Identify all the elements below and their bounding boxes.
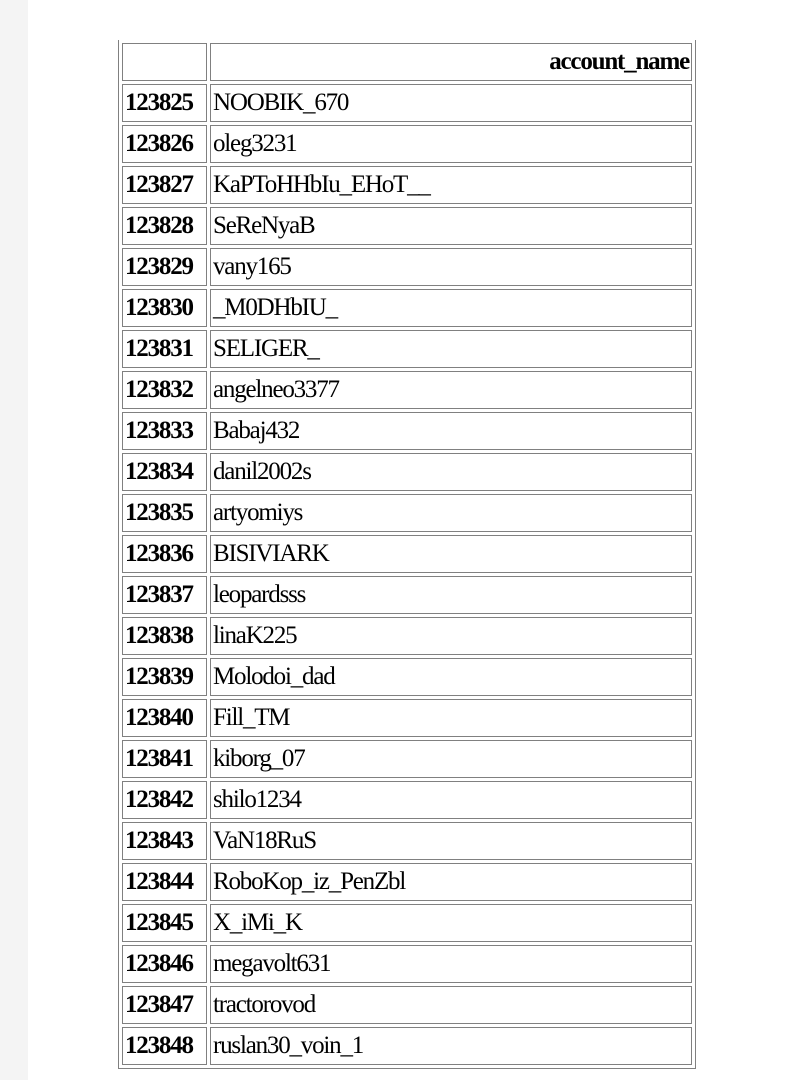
row-id-cell: 123826	[122, 125, 207, 163]
account-table	[118, 40, 696, 1069]
account-name-cell: _M0DHbIU_	[210, 289, 692, 327]
account-name-cell: BISIVIARK	[210, 535, 692, 573]
account-name-cell: RoboKop_iz_PenZbl	[210, 863, 692, 901]
table-row	[122, 125, 692, 163]
table-row	[122, 207, 692, 245]
row-id-cell: 123825	[122, 84, 207, 122]
row-id-cell: 123848	[122, 1027, 207, 1065]
table-row	[122, 986, 692, 1024]
row-id-cell: 123837	[122, 576, 207, 614]
page-left-margin	[0, 0, 28, 1080]
account-name-cell: oleg3231	[210, 125, 692, 163]
account-name-column-header: account_name	[210, 43, 692, 81]
account-name-cell: Fill_TM	[210, 699, 692, 737]
account-name-cell: KaPToHHbIu_EHoT__	[210, 166, 692, 204]
row-id-cell: 123835	[122, 494, 207, 532]
row-id-cell: 123843	[122, 822, 207, 860]
table-row	[122, 330, 692, 368]
table-row	[122, 289, 692, 327]
account-name-cell: tractorovod	[210, 986, 692, 1024]
row-id-cell: 123844	[122, 863, 207, 901]
account-name-cell: VaN18RuS	[210, 822, 692, 860]
account-name-cell: Molodoi_dad	[210, 658, 692, 696]
account-name-cell: megavolt631	[210, 945, 692, 983]
row-id-cell: 123841	[122, 740, 207, 778]
account-name-cell: SeReNyaB	[210, 207, 692, 245]
account-name-cell: vany165	[210, 248, 692, 286]
table-row	[122, 576, 692, 614]
table-row	[122, 863, 692, 901]
account-name-cell: angelneo3377	[210, 371, 692, 409]
row-id-cell: 123842	[122, 781, 207, 819]
account-name-cell: kiborg_07	[210, 740, 692, 778]
row-id-cell: 123834	[122, 453, 207, 491]
table-row	[122, 781, 692, 819]
account-name-cell: danil2002s	[210, 453, 692, 491]
account-name-cell: NOOBIK_670	[210, 84, 692, 122]
table-row	[122, 412, 692, 450]
account-name-cell: leopardsss	[210, 576, 692, 614]
row-id-cell: 123827	[122, 166, 207, 204]
table-header-row	[122, 43, 692, 81]
account-name-cell: artyomiys	[210, 494, 692, 532]
row-id-cell: 123845	[122, 904, 207, 942]
row-id-cell: 123832	[122, 371, 207, 409]
row-id-cell: 123839	[122, 658, 207, 696]
table-row	[122, 822, 692, 860]
table-row	[122, 699, 692, 737]
row-id-cell: 123840	[122, 699, 207, 737]
row-id-cell: 123846	[122, 945, 207, 983]
row-id-cell: 123847	[122, 986, 207, 1024]
table-row	[122, 1027, 692, 1065]
account-name-cell: Babaj432	[210, 412, 692, 450]
table-row	[122, 904, 692, 942]
table-row	[122, 945, 692, 983]
row-id-cell: 123833	[122, 412, 207, 450]
account-name-cell: linaK225	[210, 617, 692, 655]
table-row	[122, 658, 692, 696]
table-row	[122, 617, 692, 655]
table-row	[122, 453, 692, 491]
table-row	[122, 371, 692, 409]
table-row	[122, 84, 692, 122]
account-name-cell: SELIGER_	[210, 330, 692, 368]
table-body	[122, 84, 692, 1065]
row-id-cell: 123831	[122, 330, 207, 368]
table-row	[122, 166, 692, 204]
table-row	[122, 494, 692, 532]
account-name-cell: X_iMi_K	[210, 904, 692, 942]
account-name-cell: shilo1234	[210, 781, 692, 819]
table-row	[122, 535, 692, 573]
index-column-header	[122, 43, 207, 81]
table-container	[118, 40, 696, 1069]
table-row	[122, 740, 692, 778]
row-id-cell: 123836	[122, 535, 207, 573]
account-name-cell: ruslan30_voin_1	[210, 1027, 692, 1065]
row-id-cell: 123829	[122, 248, 207, 286]
row-id-cell: 123838	[122, 617, 207, 655]
table-row	[122, 248, 692, 286]
row-id-cell: 123830	[122, 289, 207, 327]
row-id-cell: 123828	[122, 207, 207, 245]
